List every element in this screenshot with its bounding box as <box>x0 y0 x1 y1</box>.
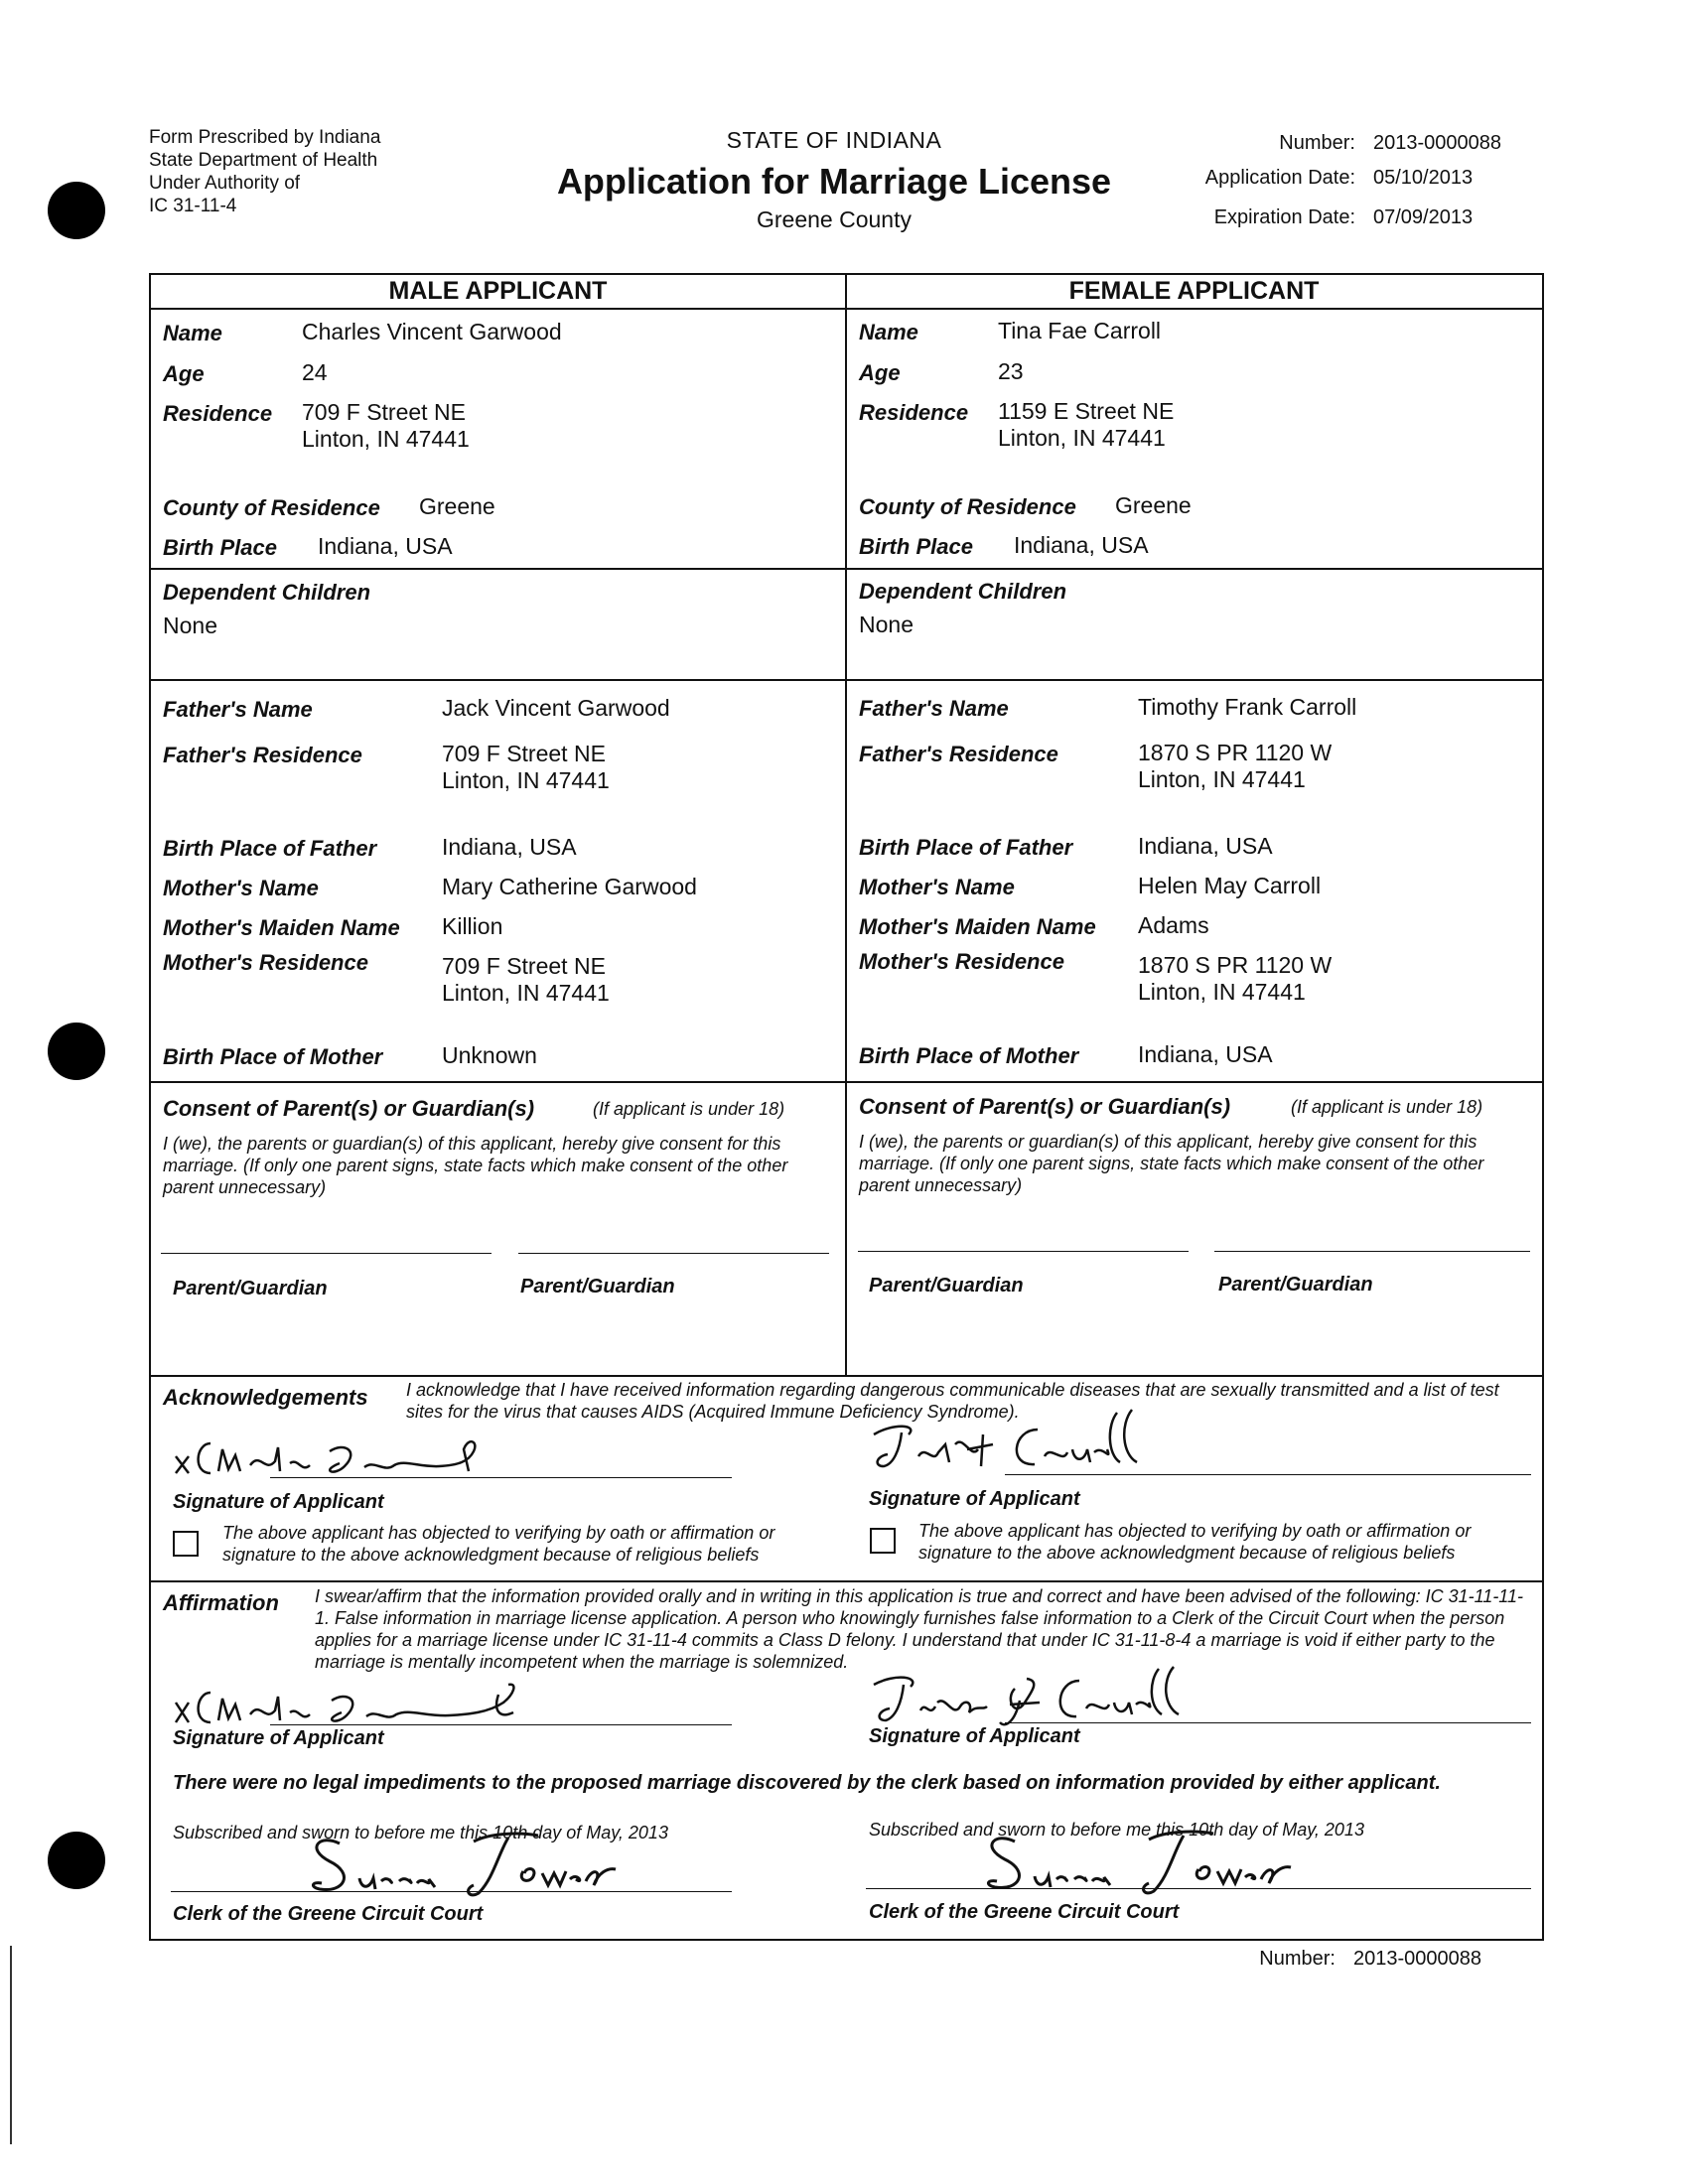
male-mother-birth-place: Unknown <box>442 1042 537 1068</box>
column-divider <box>845 275 847 1377</box>
male-applicant-heading: MALE APPLICANT <box>388 277 608 305</box>
female-consent-text: I (we), the parents or guardian(s) of this applicant, hereby give consent for this marriage. (If only one parent signs, state facts which make consent of the other parent unnecessary) <box>859 1132 1484 1195</box>
female-father-name-label: Father's Name <box>859 696 1009 721</box>
female-clerk-signature <box>975 1822 1313 1906</box>
male-affirmation-signature-label: Signature of Applicant <box>173 1727 384 1749</box>
female-mother-birth-label: Birth Place of Mother <box>859 1043 1079 1068</box>
punch-hole-bottom <box>48 1832 105 1889</box>
male-parent-guardian-label-1: Parent/Guardian <box>173 1278 328 1299</box>
male-parent-signature-line-1[interactable] <box>161 1253 492 1254</box>
female-mother-residence: 1870 S PR 1120 W Linton, IN 47441 <box>1138 952 1333 1005</box>
male-mother-name-label: Mother's Name <box>163 876 319 900</box>
acknowledgements-title: Acknowledgements <box>163 1385 368 1410</box>
male-county: Greene <box>419 493 495 519</box>
female-affirmation-signature-line[interactable] <box>1005 1722 1531 1723</box>
female-county-label: County of Residence <box>859 494 1076 519</box>
state-heading: STATE OF INDIANA <box>726 127 942 153</box>
male-name: Charles Vincent Garwood <box>302 319 562 344</box>
rule-acknowledgements <box>151 1375 1542 1377</box>
male-mother-maiden: Killion <box>442 913 503 939</box>
acknowledgements-text: I acknowledge that I have received information regarding dangerous communicable diseases that are sexually transmitted and a list of test sites for the virus that causes AIDS (Acquired Immune Deficiency Syndrome). <box>406 1380 1499 1422</box>
female-dependent-label: Dependent Children <box>859 579 1067 604</box>
female-objection-checkbox[interactable] <box>870 1528 896 1554</box>
male-subscribed-text: Subscribed and sworn to before me this 10th day of May, 2013 <box>173 1823 668 1843</box>
female-name: Tina Fae Carroll <box>998 318 1162 343</box>
female-father-birth-label: Birth Place of Father <box>859 835 1073 860</box>
male-age: 24 <box>302 359 328 385</box>
male-birth-place-label: Birth Place <box>163 535 277 560</box>
female-mother-maiden-label: Mother's Maiden Name <box>859 914 1096 939</box>
female-acknowledgement-signature-line[interactable] <box>1005 1474 1531 1475</box>
female-acknowledgement-signature-label: Signature of Applicant <box>869 1488 1080 1510</box>
punch-hole-middle <box>48 1023 105 1080</box>
female-affirmation-signature-label: Signature of Applicant <box>869 1725 1080 1747</box>
female-father-birth-place: Indiana, USA <box>1138 833 1273 859</box>
female-parent-signature-line-2[interactable] <box>1214 1251 1530 1252</box>
header-rule <box>151 308 1542 310</box>
female-clerk-label: Clerk of the Greene Circuit Court <box>869 1901 1180 1923</box>
female-age-label: Age <box>859 360 901 385</box>
male-consent-text: I (we), the parents or guardian(s) of this applicant, hereby give consent for this marriage. (If only one parent signs, state facts which make consent of the other parent unnecessary) <box>163 1134 788 1197</box>
rule-consent <box>151 1081 1542 1083</box>
female-mother-birth-place: Indiana, USA <box>1138 1041 1273 1067</box>
female-consent-note: (If applicant is under 18) <box>1291 1097 1483 1117</box>
female-subscribed-text: Subscribed and sworn to before me this 10th day of May, 2013 <box>869 1820 1364 1840</box>
male-father-name: Jack Vincent Garwood <box>442 695 670 721</box>
male-objection-text: The above applicant has objected to verifying by oath or affirmation or signature to the above acknowledgment because of religious beliefs <box>222 1523 775 1565</box>
male-clerk-signature-line[interactable] <box>171 1891 732 1892</box>
rule-affirmation <box>151 1580 1542 1582</box>
male-father-residence: 709 F Street NE Linton, IN 47441 <box>442 741 610 793</box>
male-mother-maiden-label: Mother's Maiden Name <box>163 915 400 940</box>
male-residence: 709 F Street NE Linton, IN 47441 <box>302 399 470 452</box>
application-date-label: Application Date: <box>1204 167 1355 189</box>
female-birth-place-label: Birth Place <box>859 534 973 559</box>
female-residence-label: Residence <box>859 400 969 425</box>
male-acknowledgement-signature-line[interactable] <box>270 1477 732 1478</box>
female-name-label: Name <box>859 320 918 344</box>
female-dependent-children: None <box>859 612 914 637</box>
prescribed-by-text: Form Prescribed by Indiana State Department of Health Under Authority of IC 31-11-4 <box>149 127 381 216</box>
male-parent-guardian-label-2: Parent/Guardian <box>520 1276 675 1297</box>
number-label: Number: <box>1279 132 1355 154</box>
female-age: 23 <box>998 358 1024 384</box>
male-residence-label: Residence <box>163 401 273 426</box>
male-dependent-label: Dependent Children <box>163 580 371 605</box>
female-father-name: Timothy Frank Carroll <box>1138 694 1357 720</box>
male-mother-residence-label: Mother's Residence <box>163 950 368 975</box>
female-mother-maiden: Adams <box>1138 912 1209 938</box>
rule-dependents <box>151 568 1542 570</box>
footer-number-label: Number: <box>1259 1948 1336 1970</box>
male-name-label: Name <box>163 321 222 345</box>
number-value: 2013-0000088 <box>1373 132 1502 154</box>
female-father-residence: 1870 S PR 1120 W Linton, IN 47441 <box>1138 740 1333 792</box>
application-date-value: 05/10/2013 <box>1373 167 1474 189</box>
application-form <box>149 273 1544 1941</box>
application-date-row <box>1132 167 1529 190</box>
expiration-date-value: 07/09/2013 <box>1373 206 1474 228</box>
scan-edge-mark <box>10 1946 12 2144</box>
male-father-birth-place: Indiana, USA <box>442 834 577 860</box>
number-row <box>1132 132 1529 155</box>
footer-number-value: 2013-0000088 <box>1353 1948 1482 1970</box>
male-affirmation-signature-line[interactable] <box>270 1724 732 1725</box>
male-acknowledgement-signature-label: Signature of Applicant <box>173 1491 384 1513</box>
male-father-birth-label: Birth Place of Father <box>163 836 377 861</box>
female-father-residence-label: Father's Residence <box>859 742 1058 766</box>
male-father-residence-label: Father's Residence <box>163 743 362 767</box>
male-consent-title: Consent of Parent(s) or Guardian(s) <box>163 1096 535 1121</box>
no-impediments-statement: There were no legal impediments to the proposed marriage discovered by the clerk based on information provided by either applicant. <box>173 1772 1441 1794</box>
female-mother-name: Helen May Carroll <box>1138 873 1322 898</box>
female-parent-guardian-label-1: Parent/Guardian <box>869 1275 1024 1297</box>
female-residence: 1159 E Street NE Linton, IN 47441 <box>998 398 1175 451</box>
male-clerk-label: Clerk of the Greene Circuit Court <box>173 1903 484 1925</box>
female-parent-signature-line-1[interactable] <box>858 1251 1189 1252</box>
male-age-label: Age <box>163 361 205 386</box>
male-mother-residence: 709 F Street NE Linton, IN 47441 <box>442 953 610 1006</box>
affirmation-title: Affirmation <box>163 1590 279 1615</box>
male-mother-name: Mary Catherine Garwood <box>442 874 697 899</box>
rule-parents <box>151 679 1542 681</box>
female-consent-title: Consent of Parent(s) or Guardian(s) <box>859 1094 1231 1119</box>
female-acknowledgement-signature <box>864 1405 1162 1484</box>
male-parent-signature-line-2[interactable] <box>518 1253 829 1254</box>
male-clerk-signature <box>300 1824 637 1908</box>
county-heading: Greene County <box>757 206 912 232</box>
female-county: Greene <box>1115 492 1192 518</box>
male-consent-note: (If applicant is under 18) <box>593 1099 785 1119</box>
female-clerk-signature-line[interactable] <box>866 1888 1531 1889</box>
male-birth-place: Indiana, USA <box>318 533 453 559</box>
male-county-label: County of Residence <box>163 495 380 520</box>
female-birth-place: Indiana, USA <box>1014 532 1149 558</box>
female-applicant-heading: FEMALE APPLICANT <box>1068 277 1320 305</box>
male-father-name-label: Father's Name <box>163 697 313 722</box>
expiration-date-label: Expiration Date: <box>1213 206 1355 228</box>
female-parent-guardian-label-2: Parent/Guardian <box>1218 1274 1373 1296</box>
female-objection-text: The above applicant has objected to verifying by oath or affirmation or signature to the above acknowledgment because of religious beliefs <box>918 1521 1472 1563</box>
male-dependent-children: None <box>163 613 217 638</box>
punch-hole-top <box>48 182 105 239</box>
female-mother-residence-label: Mother's Residence <box>859 949 1064 974</box>
footer-number-row <box>1152 1948 1509 1971</box>
male-objection-checkbox[interactable] <box>173 1531 199 1557</box>
male-mother-birth-label: Birth Place of Mother <box>163 1044 383 1069</box>
affirmation-text: I swear/affirm that the information provided orally and in writing in this application is true and correct and have been advised of the following: IC 31-11-11-1. False information in marriage license application. A person who knowingly furnishes false information to a Clerk of the Circuit Court when the person applies for a marriage license under IC 31-11-4 commits a Class D felony. I understand that under IC 31-11-8-4 a marriage is void if either party to the marriage is mentally incompetent when the marriage is solemnized. <box>315 1586 1523 1672</box>
expiration-date-row <box>1132 206 1529 229</box>
form-title: Application for Marriage License <box>556 161 1112 202</box>
female-mother-name-label: Mother's Name <box>859 875 1015 899</box>
